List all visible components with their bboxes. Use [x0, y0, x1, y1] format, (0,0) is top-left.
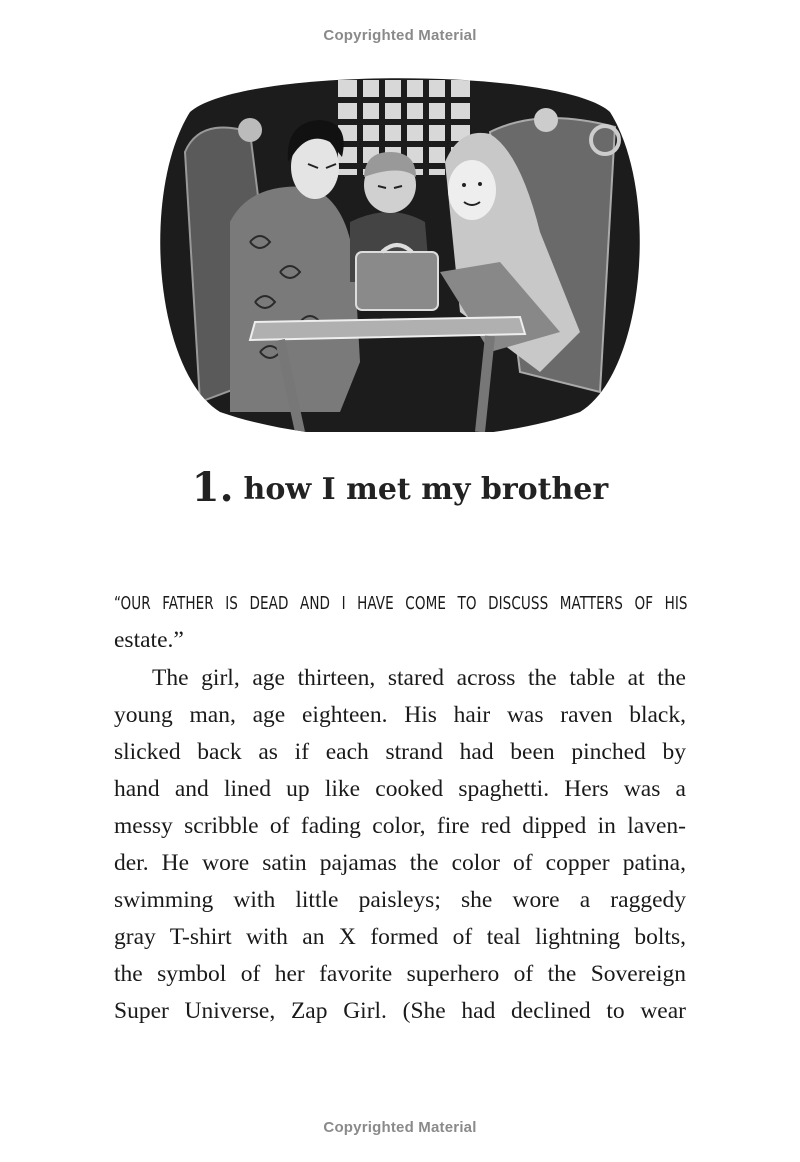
text-line: estate.” — [114, 627, 184, 653]
chapter-heading — [0, 464, 800, 511]
text-line: slicked back as if each strand had been pinched by — [114, 739, 686, 765]
text-line: gray T-shirt with an X formed of teal lightning bolts, — [114, 924, 686, 950]
text-line: Super Universe, Zap Girl. (She had declined to wear — [114, 998, 686, 1024]
text-line: swimming with little paisleys; she wore a raggedy — [114, 887, 686, 913]
copyright-watermark-top: Copyrighted Material — [323, 27, 477, 44]
chapter-number: 1. — [191, 464, 234, 511]
text-line: der. He wore satin pajamas the color of copper patina, — [114, 850, 686, 876]
briefcase-icon — [356, 245, 438, 310]
opening-line-caps: “OUR FATHER IS DEAD AND I HAVE COME TO DISCUSS MATTERS OF HIS — [114, 594, 688, 614]
text-line: The girl, age thirteen, stared across the table at the — [152, 665, 686, 691]
copyright-watermark-bottom: Copyrighted Material — [323, 1119, 477, 1136]
text-line: hand and lined up like cooked spaghetti. Hers was a — [114, 776, 686, 802]
text-line: messy scribble of fading color, fire red dipped in laven- — [114, 813, 686, 839]
illustration-three-figures-at-table — [160, 72, 640, 432]
text-line: young man, age eighteen. His hair was raven black, — [114, 702, 686, 728]
text-line: the symbol of her favorite superhero of the Sovereign — [114, 961, 686, 987]
chapter-title: how I met my brother — [243, 472, 609, 507]
